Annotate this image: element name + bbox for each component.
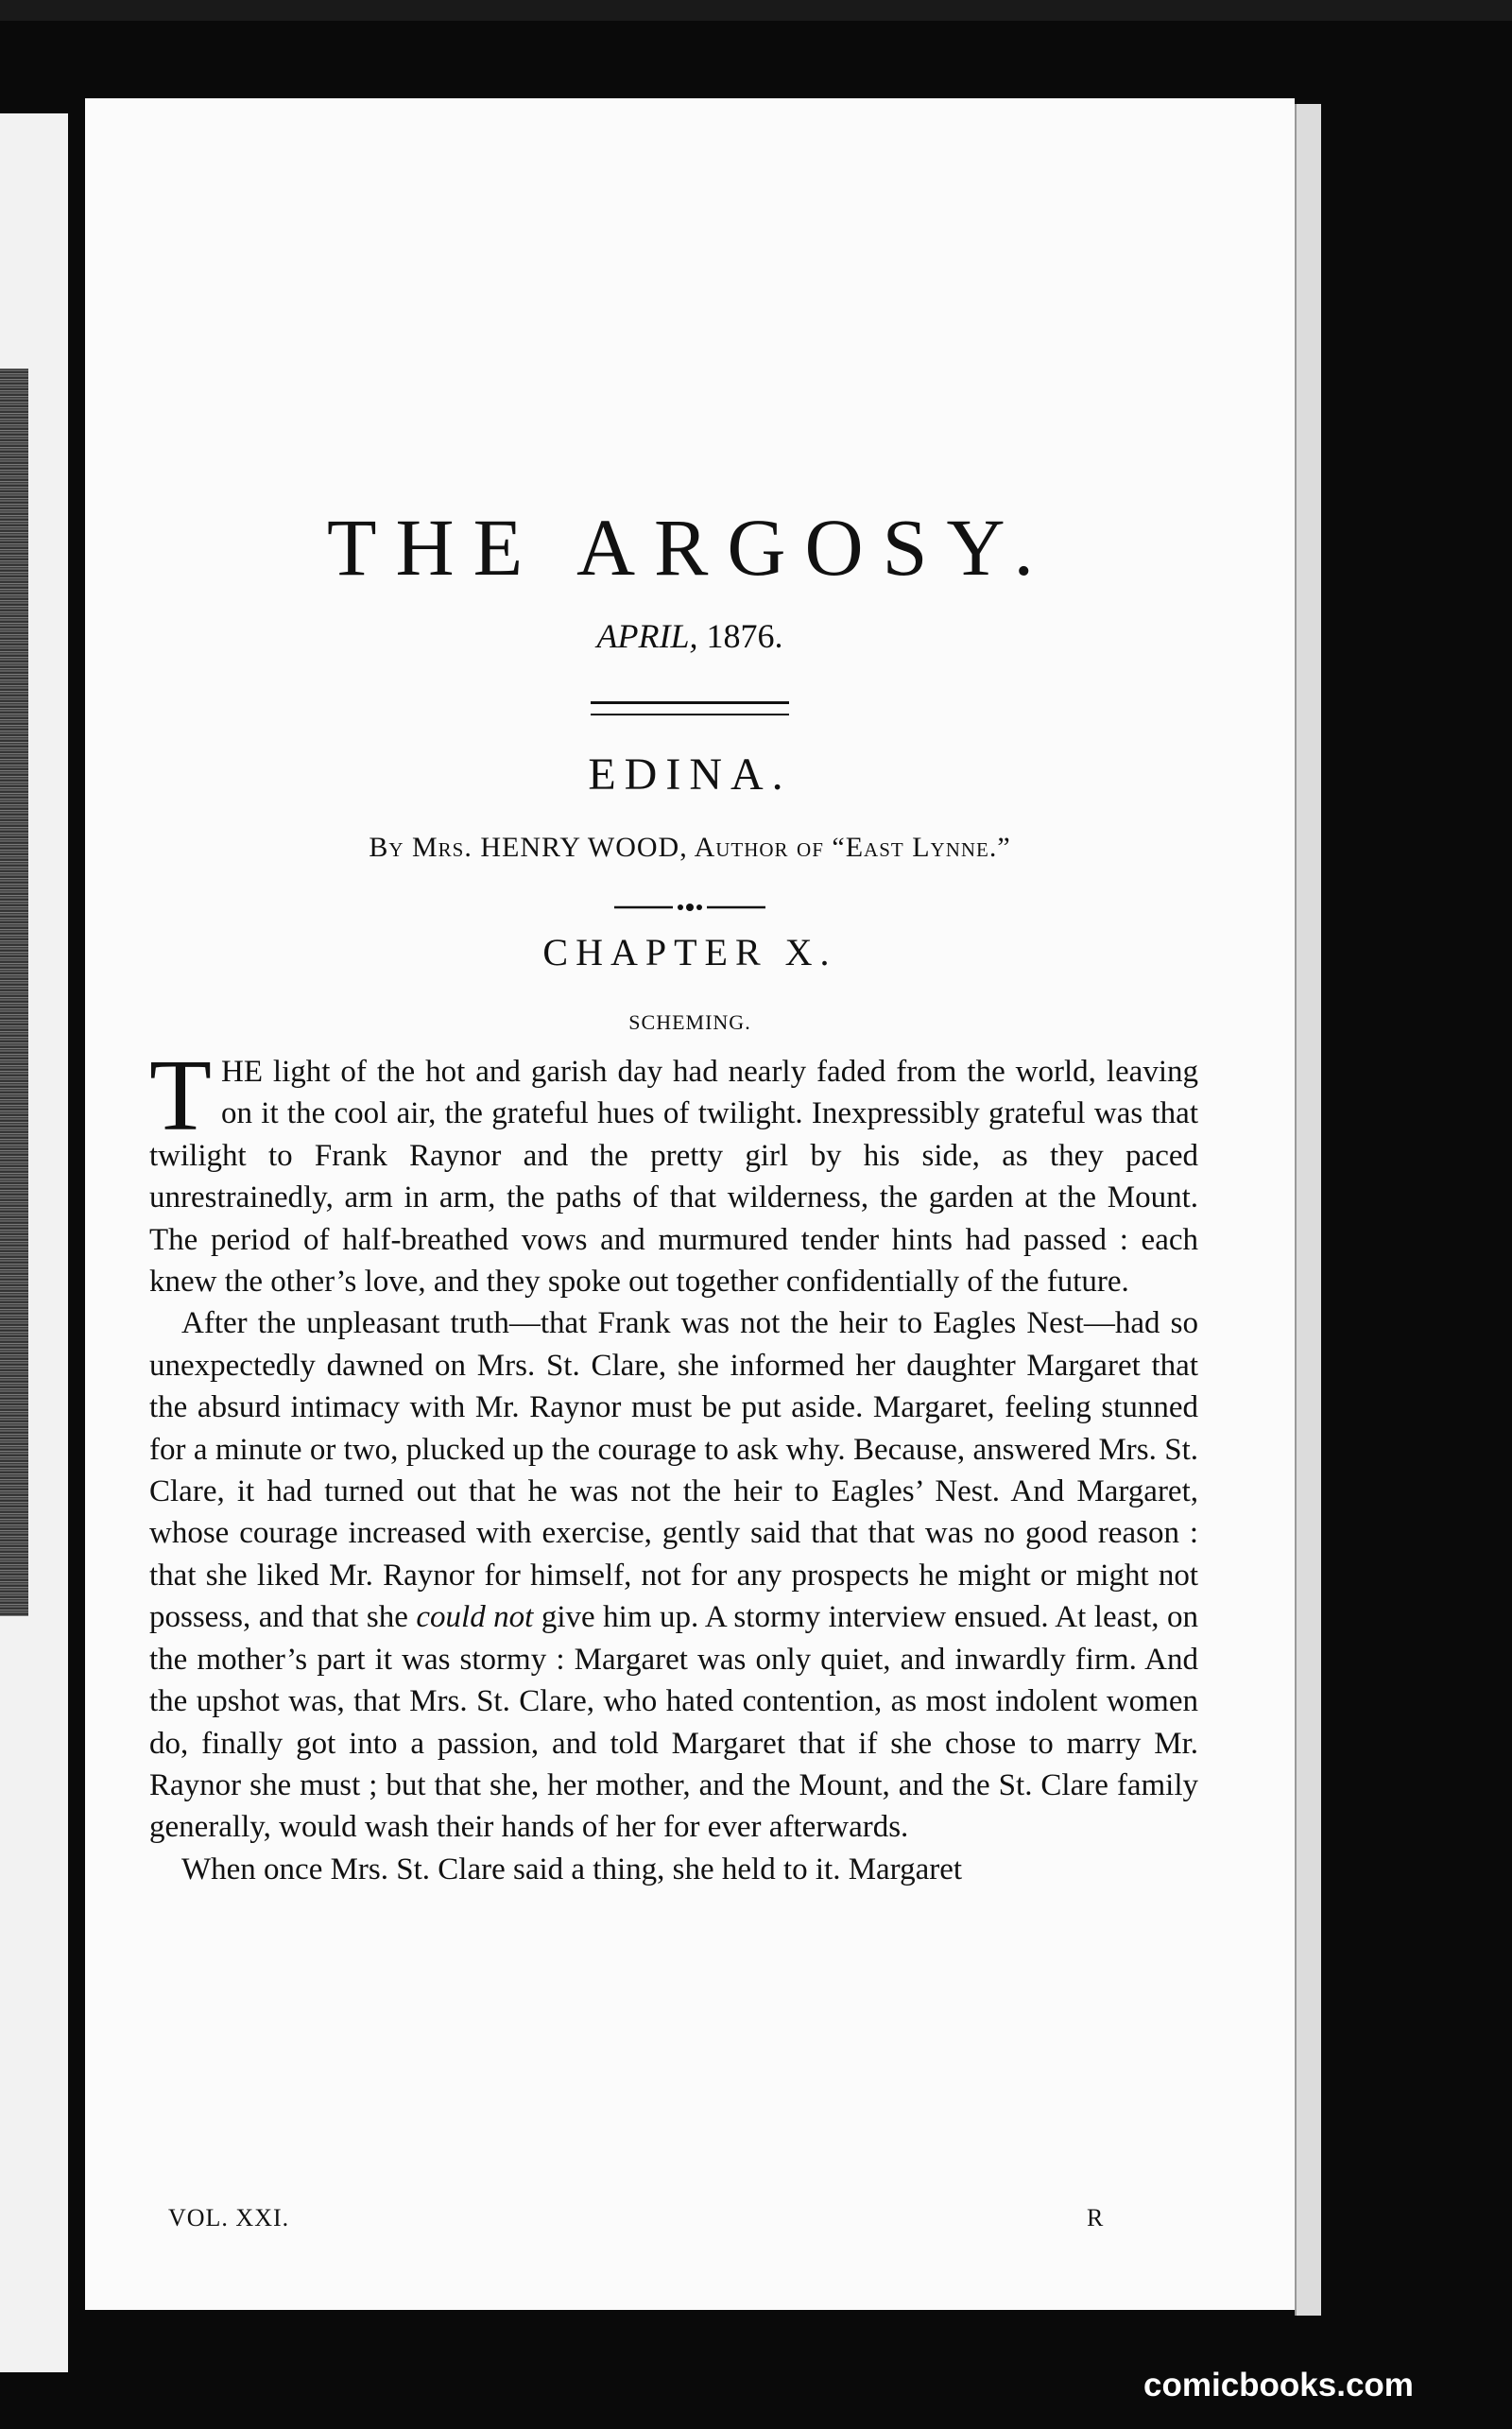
watermark: comicbooks.com [1143, 2367, 1414, 2403]
paragraph [149, 1040, 1198, 1302]
adjacent-engraving [0, 369, 28, 1616]
issue-date [85, 616, 1295, 656]
paragraph [149, 1849, 1198, 1890]
page-stack-edge [1295, 104, 1321, 2316]
paragraph-text: give him up. A stormy interview ensued. At least, on the mother’s part it was stormy : Margaret was only quiet, and inwardly firm. And the upshot was, that Mrs. St. Clare, who hated contention, as most indolent women do, finally got into a passion, and told Margaret that if she chose to marry Mr. Raynor she must ; but that she, her mother, and the Mount, and the St. Clare family generally, would wash their hands of her for ever afterwards. [149, 1600, 1198, 1845]
paragraph-text: HE light of the hot and garish day had nearly faded from the world, leaving on it the cool air, the grateful hues of twilight. Inexpressibly grateful was that twilight to Frank Raynor and the pretty girl by his side, as they paced unrestrainedly, arm in arm, the paths of that wilderness, the garden at the Mount. The period of half-breathed vows and murmured tender hints had passed : each knew the other’s love, and they spoke out together confidentially of the future. [149, 1055, 1198, 1300]
byline [85, 832, 1295, 864]
volume-number: VOL. XXI. [168, 2204, 290, 2231]
byline-credit: Author of “East Lynne.” [694, 832, 1011, 863]
signature-mark: R [1087, 2204, 1105, 2231]
magazine-title: THE ARGOSY. [327, 502, 1053, 593]
double-rule-divider [591, 701, 789, 715]
magazine-page [85, 98, 1295, 2310]
chapter-subtitle: SCHEMING. [628, 1010, 751, 1034]
chapter-heading: CHAPTER X. [542, 931, 837, 973]
body-text [149, 1040, 1198, 1890]
byline-author: HENRY WOOD, [480, 832, 688, 863]
emphasis-text: could not [416, 1600, 534, 1635]
ornament-divider [614, 898, 765, 917]
paragraph-text: When once Mrs. St. Clare said a thing, she held to it. Margaret [181, 1852, 963, 1886]
paragraph [149, 1302, 1198, 1848]
drop-cap: T [149, 1040, 212, 1152]
scan-top-strip [0, 0, 1512, 21]
story-title: EDINA. [588, 749, 792, 800]
byline-prefix: By Mrs. [369, 832, 472, 863]
issue-month: APRIL, [596, 617, 698, 655]
paragraph-text: After the unpleasant truth—that Frank was not the heir to Eagles Nest—had so unexpectedly dawned on Mrs. St. Clare, she informed her daughter Margaret that the absurd intimacy with Mr. Raynor must be put aside. Margaret, feeling stunned for a minute or two, plucked up the courage to ask why. Because, answered Mrs. St. Clare, it had turned out that he was not the heir to Eagles’ Nest. And Margaret, whose courage increased with exercise, gently said that that was no good reason : that she liked Mr. Raynor for himself, not for any prospects he might or might not possess, and that she [149, 1306, 1198, 1635]
issue-year: 1876. [706, 617, 783, 655]
